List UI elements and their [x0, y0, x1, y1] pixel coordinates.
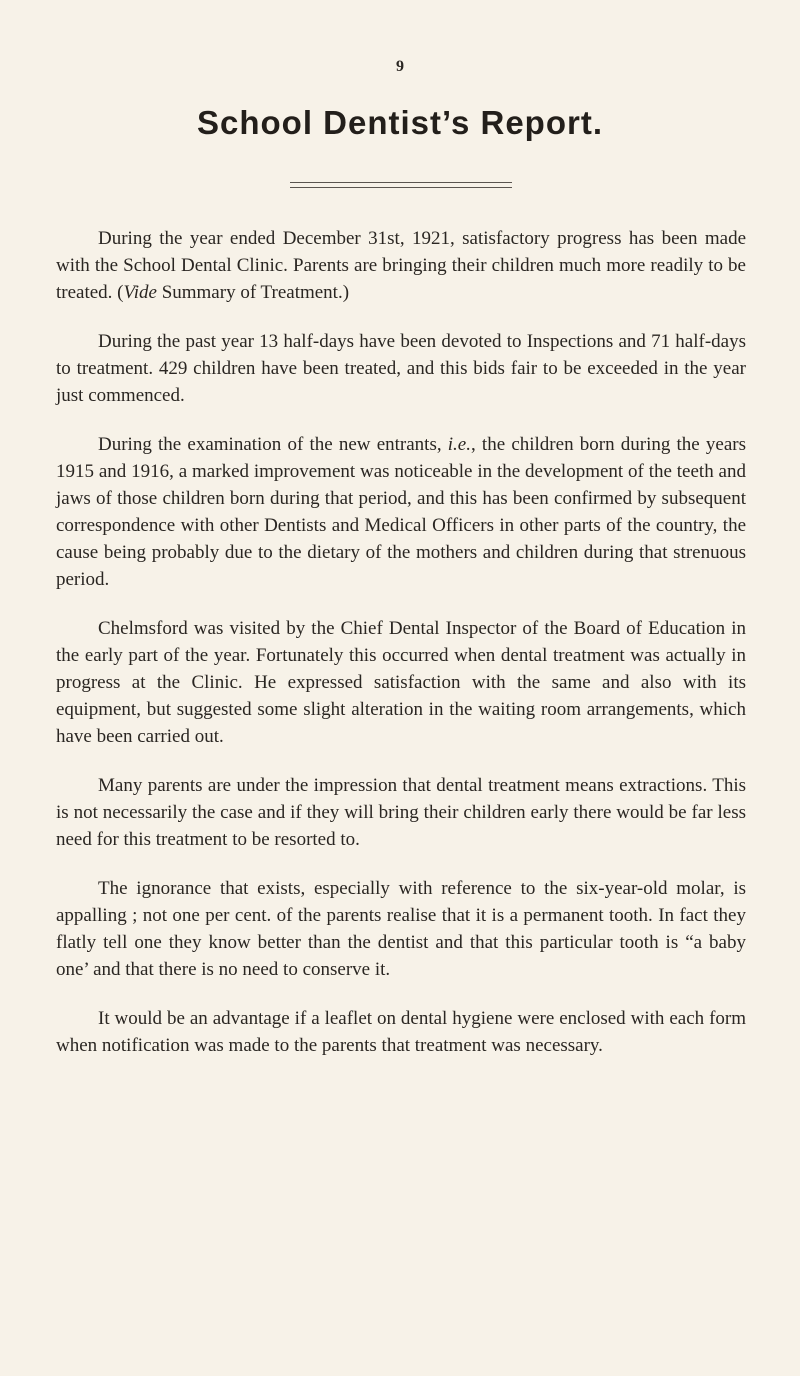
paragraph-4: Chelmsford was visited by the Chief Dental Inspector of the Board of Education in the early part of the year. Fortunately this occurred when dental treatment was actually in progress at the Clinic. He expressed satisfaction with the same and also with its equipment, but suggested some slight alteration in the waiting room arrangements, which have been carried out. [56, 618, 746, 747]
paragraph-2: During the past year 13 half-days have been devoted to Inspections and 71 half-days to treatment. 429 children have been treated, and this bids fair to be exceeded in the year just commenced. [56, 331, 746, 406]
title-divider [290, 182, 512, 188]
page-number: 9 [396, 58, 404, 75]
paragraph-7: It would be an advantage if a leaflet on dental hygiene were enclosed with each form when notification was made to the parents that treatment was necessary. [56, 1008, 746, 1056]
page-title: School Dentist’s Report. [197, 104, 603, 141]
report-body [56, 225, 746, 1081]
paragraph-1: During the year ended December 31st, 1921, satisfactory progress has been made with the School Dental Clinic. Parents are bringing their children much more readily to be treated. (Vide Summary of Treatment.) [56, 228, 746, 303]
paragraph-3: During the examination of the new entrants, i.e., the children born during the years 1915 and 1916, a marked improvement was noticeable in the development of the teeth and jaws of those children born during that period, and this has been confirmed by subsequent correspondence with other Dentists and Medical Officers in other parts of the country, the cause being probably due to the dietary of the mothers and children during that strenuous period. [56, 434, 746, 590]
paragraph-6: The ignorance that exists, especially with reference to the six-year-old molar, is appalling ; not one per cent. of the parents realise that it is a permanent tooth. In fact they flatly tell one they know better than the dentist and that this particular tooth is “a baby one’ and that there is no need to conserve it. [56, 878, 746, 980]
paragraph-5: Many parents are under the impression that dental treatment means extractions. This is not necessarily the case and if they will bring their children early there would be far less need for this treatment to be resorted to. [56, 775, 746, 850]
